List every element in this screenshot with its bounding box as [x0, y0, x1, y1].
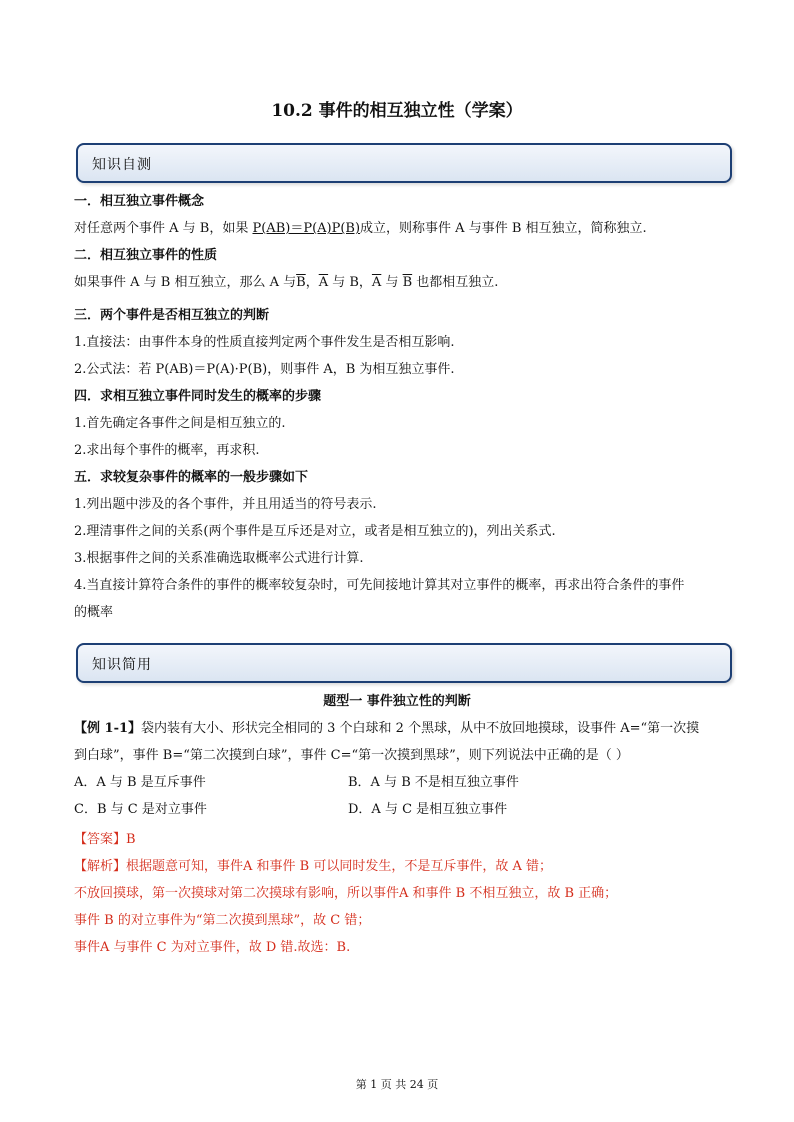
heading-2: 二．相互独立事件的性质: [74, 248, 218, 263]
line: 1.列出题中涉及的各个事件，并且用适当的符号表示.: [74, 497, 377, 512]
text: 与: [381, 275, 403, 290]
option-a: A．A 与 B 是互斥事件: [74, 775, 206, 790]
line: 1.首先确定各事件之间是相互独立的.: [74, 416, 286, 431]
section-banner-self-test: [76, 143, 732, 183]
line: 2.求出每个事件的概率，再求积.: [74, 443, 260, 458]
heading-5: 五．求较复杂事件的概率的一般步骤如下: [74, 470, 309, 485]
option-c: C．B 与 C 是对立事件: [74, 802, 207, 817]
line: 2.理清事件之间的关系(两个事件是互斥还是对立，或者是相互独立的)，列出关系式.: [74, 524, 556, 539]
line: 的概率: [74, 605, 114, 620]
banner-label: 知识简用: [92, 657, 152, 673]
paragraph-1: [74, 219, 734, 239]
page-footer: 第 1 页 共 24 页: [355, 1078, 439, 1091]
heading-1: 一．相互独立事件概念: [74, 194, 205, 209]
text: ，: [305, 275, 319, 290]
line: 4.当直接计算符合条件的事件的概率较复杂时，可先间接地计算其对立事件的概率，再求出符合条件的事件: [74, 578, 685, 593]
text: 成立，则称事件 A 与事件 B 相互独立，简称独立.: [360, 221, 647, 236]
b-complement-2: $\overline{B}$: [402, 275, 413, 290]
paragraph-2: [74, 273, 734, 293]
text: 袋内装有大小、形状完全相同的 3 个白球和 2 个黑球，从中不放回地摸球，设事件 A=“第一次摸: [141, 721, 700, 736]
solution-line: 不放回摸球，第一次摸球对第二次摸球有影响，所以事件A 和事件 B 不相互独立，故 B 正确；: [74, 886, 618, 901]
option-d: D．A 与 C 是相互独立事件: [348, 802, 508, 817]
example-question-line2: 到白球”，事件 B=“第二次摸到白球”，事件 C=“第一次摸到黑球”，则下列说法中正确的是（ ）: [74, 748, 629, 763]
option-b: B．A 与 B 不是相互独立事件: [348, 775, 519, 790]
a-complement: $\overline{A}$: [318, 275, 329, 290]
text: 对任意两个事件 A 与 B，如果: [74, 221, 253, 236]
solution-line: 【解析】根据题意可知，事件A 和事件 B 可以同时发生，不是互斥事件，故 A 错；: [74, 859, 552, 874]
banner-label: 知识自测: [92, 157, 152, 173]
heading-4: 四．求相互独立事件同时发生的概率的步骤: [74, 389, 322, 404]
page-title: 10.2 事件的相互独立性（学案）: [271, 101, 523, 121]
example-question-line1: [74, 719, 734, 739]
line: 3.根据事件之间的关系准确选取概率公式进行计算.: [74, 551, 364, 566]
heading-3: 三．两个事件是否相互独立的判断: [74, 308, 270, 323]
formula-underlined: P(AB)＝P(A)P(B): [252, 221, 361, 236]
solution-line: 事件 B 的对立事件为“第二次摸到黑球”，故 C 错；: [74, 913, 371, 928]
example-label: 【例 1-1】: [74, 721, 142, 736]
answer: 【答案】B: [74, 832, 136, 847]
section-banner-application: [76, 643, 732, 683]
text: 也都相互独立.: [412, 275, 499, 290]
text: 如果事件 A 与 B 相互独立，那么 A 与: [74, 275, 297, 290]
line: 2.公式法：若 P(AB)＝P(A)·P(B)，则事件 A，B 为相互独立事件.: [74, 362, 455, 377]
solution-line: 事件A 与事件 C 为对立事件，故 D 错.故选：B.: [74, 940, 351, 955]
question-type-heading: 题型一 事件独立性的判断: [323, 694, 471, 709]
line: 1.直接法：由事件本身的性质直接判定两个事件发生是否相互影响.: [74, 335, 455, 350]
text: 与 B，: [328, 275, 372, 290]
a-complement-2: $\overline{A}$: [371, 275, 382, 290]
b-complement: $\overline{B}$: [296, 275, 306, 290]
